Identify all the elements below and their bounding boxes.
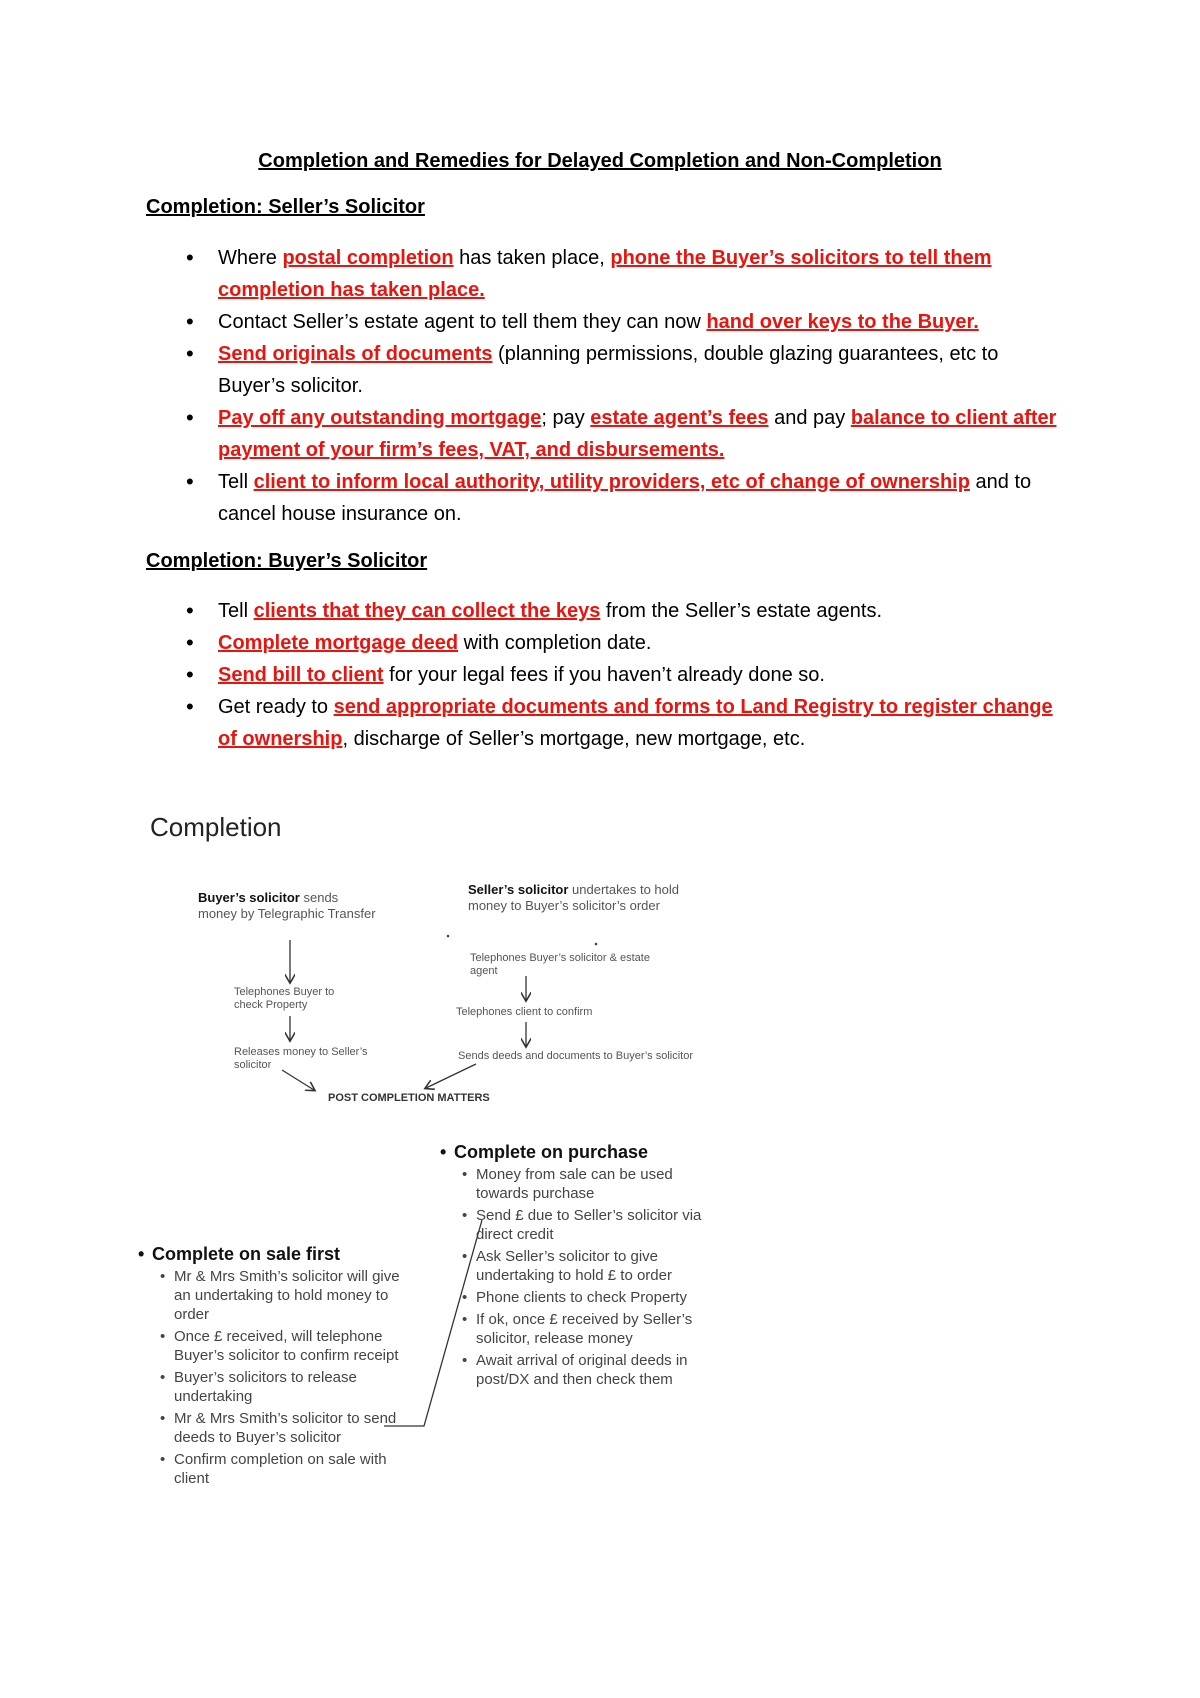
seller-solicitor-text: undertakes to hold money to Buyer’s solicitor’s order [468, 882, 680, 913]
purchase-list-item: • Await arrival of original deeds in post/DX and then check them [462, 1351, 710, 1389]
sale-list-item: • Confirm completion on sale with client [160, 1450, 418, 1488]
sale-list-item: • Mr & Mrs Smith’s solicitor will give an undertaking to hold money to order [160, 1267, 418, 1324]
highlighted-text: Send originals of documents [218, 343, 493, 365]
complete-on-sale-block [138, 1244, 418, 1491]
plain-text: Tell [218, 600, 254, 622]
purchase-list [440, 1165, 710, 1389]
complete-on-purchase-block [440, 1142, 710, 1392]
plain-text: has taken place, [453, 247, 611, 269]
highlighted-text: hand over keys to the Buyer. [706, 311, 979, 333]
buyer-step-1: Telephones Buyer to check Property [234, 986, 335, 1011]
buyer-step-2: Releases money to Seller’s solicitor [234, 1046, 368, 1071]
purchase-list-item: • Ask Seller’s solicitor to give undertaking to hold £ to order [462, 1247, 710, 1285]
purchase-list-item: • If ok, once £ received by Seller’s solicitor, release money [462, 1310, 710, 1348]
sale-list [138, 1267, 418, 1488]
purchase-list-item: • Send £ due to Seller’s solicitor via direct credit [462, 1206, 710, 1244]
plain-text: Tell [218, 471, 254, 493]
plain-text: Get ready to [218, 696, 334, 718]
sale-list-item: • Once £ received, will telephone Buyer’s solicitor to confirm receipt [160, 1327, 418, 1365]
highlighted-text: clients that they can collect the keys [253, 600, 601, 622]
sale-list-item: • Mr & Mrs Smith’s solicitor to send deeds to Buyer’s solicitor [160, 1409, 418, 1447]
highlighted-text: client to inform local authority, utility providers, etc of change of ownership [253, 471, 970, 493]
seller-section-heading: Completion: Seller’s Solicitor [146, 196, 425, 218]
plain-text: with completion date. [458, 632, 652, 654]
buyer-solicitor-label: Buyer’s solicitor [198, 890, 300, 905]
highlighted-text: estate agent’s fees [590, 407, 769, 429]
plain-text: ; pay [541, 407, 591, 429]
plain-text: and to cancel house insurance on. [218, 471, 1032, 525]
highlighted-text: phone the Buyer’s solicitors to tell them completion has taken place. [218, 247, 992, 301]
arrow-to-post-right [426, 1064, 476, 1088]
buyer-solicitor-text: sends money by Telegraphic Transfer [198, 890, 376, 921]
purchase-list-item: • Money from sale can be used towards purchase [462, 1165, 710, 1203]
purchase-list-item: • Phone clients to check Property [462, 1288, 710, 1307]
highlighted-text: Pay off any outstanding mortgage [218, 407, 542, 429]
plain-text: and pay [768, 407, 851, 429]
plain-text: for your legal fees if you haven’t already done so. [383, 664, 825, 686]
document-title: Completion and Remedies for Delayed Completion and Non-Completion [258, 150, 942, 172]
plain-text: Where [218, 247, 283, 269]
seller-solicitor-label: Seller’s solicitor [468, 882, 569, 897]
plain-text: from the Seller’s estate agents. [600, 600, 883, 622]
plain-text: , discharge of Seller’s mortgage, new mortgage, etc. [342, 728, 806, 750]
highlighted-text: Complete mortgage deed [218, 632, 459, 654]
plain-text: Contact Seller’s estate agent to tell them they can now [218, 311, 707, 333]
seller-step-2: Telephones client to confirm [456, 1006, 593, 1018]
buyer-section-heading: Completion: Buyer’s Solicitor [146, 550, 428, 572]
post-completion-label: POST COMPLETION MATTERS [328, 1092, 490, 1104]
seller-step-3: Sends deeds and documents to Buyer’s solicitor [458, 1050, 694, 1062]
plain-text: (planning permissions, double glazing guarantees, etc to Buyer’s solicitor. [218, 343, 999, 397]
sale-list-item: • Buyer’s solicitors to release undertaking [160, 1368, 418, 1406]
diagram-heading: Completion [150, 812, 282, 842]
purchase-heading: • Complete on purchase [440, 1142, 710, 1163]
highlighted-text: postal completion [282, 247, 454, 269]
highlighted-text: Send bill to client [218, 664, 384, 686]
highlighted-text: balance to client after payment of your firm’s fees, VAT, and disbursements. [218, 407, 1057, 461]
arrow-to-post-left [282, 1070, 314, 1090]
seller-step-1: Telephones Buyer’s solicitor & estate agent [470, 952, 650, 977]
sale-heading: • Complete on sale first [138, 1244, 418, 1265]
highlighted-text: send appropriate documents and forms to Land Registry to register change of ownership [218, 696, 1053, 750]
